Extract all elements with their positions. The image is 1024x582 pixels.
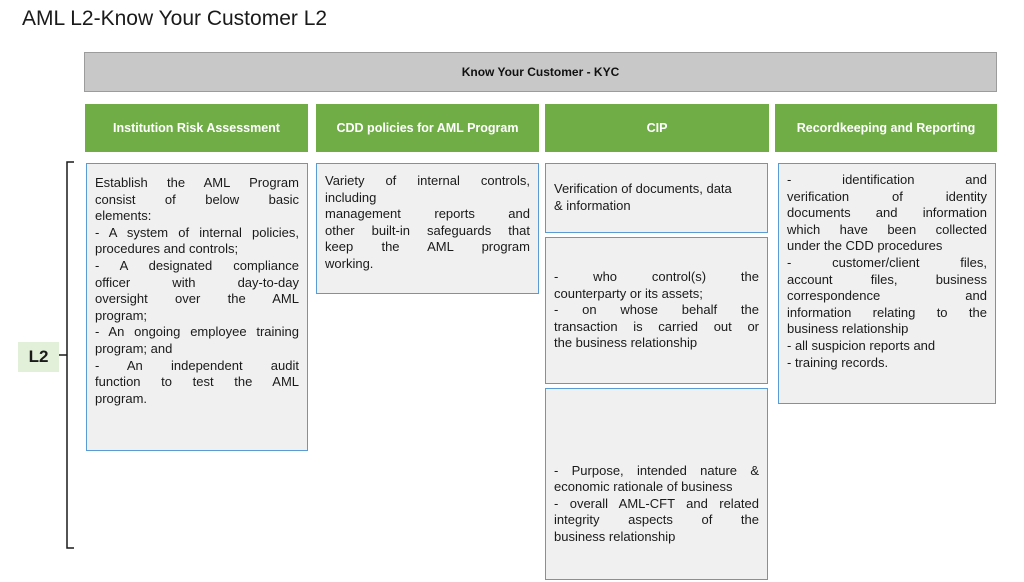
cdd-policies-box	[316, 163, 539, 294]
page-title: AML L2-Know Your Customer L2	[22, 7, 328, 30]
box-text-line: oversight over the AML	[95, 291, 299, 307]
box-text-line: integrity aspects of the	[554, 512, 759, 528]
column-header-cdd-policies: CDD policies for AML Program	[316, 104, 539, 152]
recordkeeping-box	[778, 163, 996, 404]
box-text-line: - customer/client files,	[787, 254, 987, 270]
box-text-line: other built-in safeguards that	[325, 222, 530, 238]
cip-verification-box	[545, 163, 768, 233]
box-text-line: - Purpose, intended nature &	[554, 462, 759, 478]
box-text-line: documents and information	[787, 205, 987, 221]
box-text-line: - all suspicion reports and	[787, 337, 936, 353]
box-text-line: Establish the AML Program	[95, 175, 299, 190]
box-text-line: consist of below basic	[95, 191, 299, 207]
risk-assessment-box	[86, 163, 308, 451]
box-text-line: - on whose behalf the	[554, 302, 759, 318]
box-text-line: transaction is carried out or	[554, 318, 759, 334]
cip-purpose-box	[545, 388, 768, 580]
box-text-line: - A system of internal policies,	[95, 224, 299, 240]
box-text-line: under the CDD procedures	[787, 238, 943, 254]
box-text-line: program;	[95, 307, 148, 323]
box-text-line: officer with day-to-day	[95, 274, 299, 290]
box-text-line: which have been collected	[787, 221, 987, 237]
cip-control-box	[545, 237, 768, 384]
box-text-line: program; and	[95, 340, 173, 356]
column-header-recordkeeping: Recordkeeping and Reporting	[775, 104, 997, 152]
box-text-line: elements:	[95, 208, 152, 224]
box-text-line: - An independent audit	[95, 357, 299, 373]
box-text-line: function to test the AML	[95, 374, 299, 390]
box-text-line: - training records.	[787, 354, 889, 370]
box-text-line: business relationship	[787, 321, 909, 337]
box-text-line: correspondence and	[787, 288, 987, 304]
box-text-line: procedures and controls;	[95, 241, 239, 257]
box-text-line: counterparty or its assets;	[554, 285, 703, 301]
box-text-line: verification of identity	[787, 188, 987, 204]
box-text-line: - who control(s) the	[554, 269, 759, 285]
box-text-line: the business relationship	[554, 335, 698, 351]
kyc-header-label: Know Your Customer - KYC	[461, 65, 620, 79]
box-text-line: including	[325, 189, 377, 205]
level-label: L2	[18, 342, 59, 372]
box-text-line: - overall AML-CFT and related	[554, 495, 759, 511]
box-text-line: - A designated compliance	[95, 257, 299, 273]
box-text-line: working.	[325, 255, 374, 271]
box-text-line: keep the AML program	[325, 239, 530, 255]
box-text-line: program.	[95, 390, 148, 406]
column-header-risk-assessment: Institution Risk Assessment	[85, 104, 308, 152]
left-brace-icon	[58, 160, 82, 552]
box-text-line: & information	[554, 198, 631, 213]
box-text-line: management reports and	[325, 206, 530, 222]
box-text-line: - An ongoing employee training	[95, 324, 299, 340]
box-text-line: information relating to the	[787, 304, 987, 320]
box-text-line: Verification of documents, data	[554, 181, 732, 197]
box-text-line: economic rationale of business	[554, 479, 733, 495]
box-text-line: - identification and	[787, 172, 987, 187]
kyc-header-bar	[84, 52, 997, 92]
box-text-line: Variety of internal controls,	[325, 173, 530, 188]
column-header-cip: CIP	[545, 104, 769, 152]
box-text-line: business relationship	[554, 528, 676, 544]
box-text-line: account files, business	[787, 271, 987, 287]
